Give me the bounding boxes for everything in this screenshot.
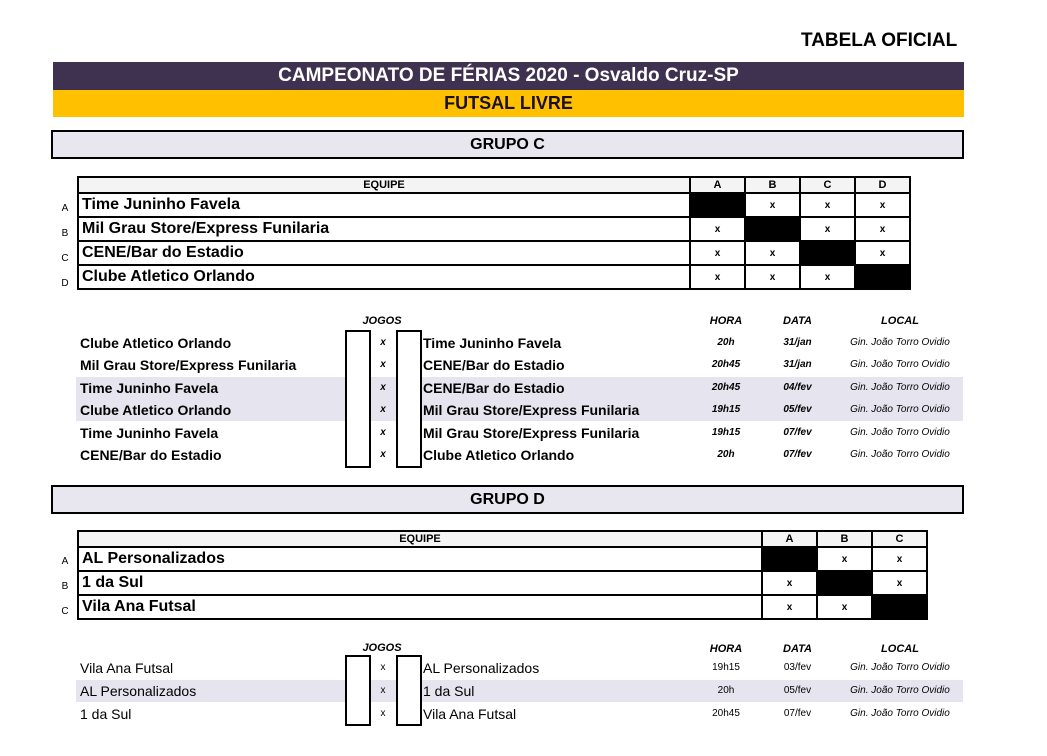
match-time: 19h15	[711, 427, 741, 438]
matchup-cell: x	[817, 547, 872, 571]
match-date: 31/jan	[783, 337, 812, 348]
local-header: LOCAL	[881, 315, 919, 327]
team-name: AL Personalizados	[78, 547, 762, 571]
match-time: 19h15	[711, 404, 741, 415]
home-team: AL Personalizados	[80, 683, 197, 699]
away-team: Vila Ana Futsal	[423, 706, 517, 722]
match-date: 04/fev	[783, 382, 812, 393]
matchup-cell: x	[745, 241, 800, 265]
col-header-d: D	[855, 177, 910, 193]
match-row	[76, 680, 963, 702]
matchup-cell: x	[817, 595, 872, 619]
match-date: 07/fev	[783, 427, 812, 438]
data-header: DATA	[783, 315, 812, 327]
match-date: 07/fev	[783, 708, 812, 719]
data-header: DATA	[783, 643, 812, 655]
col-header-b: B	[745, 177, 800, 193]
matchup-cell: x	[872, 547, 927, 571]
home-team: Mil Grau Store/Express Funilaria	[80, 357, 297, 373]
group-d-title: GRUPO D	[51, 485, 964, 514]
row-letter: C	[61, 606, 69, 617]
home-team: Clube Atletico Orlando	[80, 335, 232, 351]
row-letter: A	[61, 203, 69, 214]
matchup-cell: x	[762, 595, 817, 619]
versus-mark: x	[380, 427, 386, 438]
team-row	[78, 217, 910, 241]
match-venue: Gin. João Torro Ovidio	[850, 337, 950, 348]
away-team: CENE/Bar do Estadio	[423, 357, 565, 373]
self-cell	[855, 265, 910, 289]
away-team: AL Personalizados	[423, 660, 540, 676]
versus-mark: x	[380, 708, 386, 719]
championship-title: CAMPEONATO DE FÉRIAS 2020 - Osvaldo Cruz-SP	[53, 62, 964, 90]
match-row	[76, 422, 963, 444]
match-row	[76, 332, 963, 354]
matchup-cell: x	[800, 265, 855, 289]
match-time: 20h	[717, 685, 735, 696]
versus-mark: x	[380, 449, 386, 460]
col-header-a: A	[690, 177, 745, 193]
home-team: 1 da Sul	[80, 706, 132, 722]
team-row	[78, 193, 910, 217]
away-team: 1 da Sul	[423, 683, 475, 699]
match-row	[76, 377, 963, 399]
official-label: TABELA OFICIAL	[801, 30, 958, 51]
col-header-b: B	[817, 531, 872, 547]
group-c-standings-table	[77, 176, 911, 290]
group-c-header-row	[78, 177, 910, 193]
matchup-cell: x	[690, 265, 745, 289]
self-cell	[762, 547, 817, 571]
home-team: CENE/Bar do Estadio	[80, 447, 222, 463]
team-row	[78, 595, 927, 619]
match-row	[76, 399, 963, 421]
self-cell	[800, 241, 855, 265]
versus-mark: x	[380, 404, 386, 415]
matchup-cell: x	[690, 241, 745, 265]
home-team: Time Juninho Favela	[80, 425, 219, 441]
versus-mark: x	[380, 685, 386, 696]
self-cell	[745, 217, 800, 241]
match-date: 05/fev	[783, 404, 812, 415]
match-venue: Gin. João Torro Ovidio	[850, 662, 950, 673]
team-row	[78, 241, 910, 265]
row-letter: B	[61, 228, 69, 239]
match-date: 31/jan	[783, 359, 812, 370]
home-team: Time Juninho Favela	[80, 380, 219, 396]
matchup-cell: x	[855, 241, 910, 265]
away-team: Mil Grau Store/Express Funilaria	[423, 402, 640, 418]
matchup-cell: x	[690, 217, 745, 241]
match-row	[76, 354, 963, 376]
self-cell	[690, 193, 745, 217]
versus-mark: x	[380, 662, 386, 673]
team-name: Clube Atletico Orlando	[78, 265, 690, 289]
match-date: 05/fev	[783, 685, 812, 696]
matchup-cell: x	[855, 217, 910, 241]
equipe-header: EQUIPE	[78, 177, 690, 193]
jogos-header: JOGOS	[362, 642, 402, 654]
match-venue: Gin. João Torro Ovidio	[850, 359, 950, 370]
match-row	[76, 657, 963, 679]
home-team: Vila Ana Futsal	[80, 660, 174, 676]
team-name: 1 da Sul	[78, 571, 762, 595]
row-letter: D	[61, 278, 69, 289]
row-letter: B	[61, 581, 69, 592]
group-d-header-row	[78, 531, 927, 547]
team-name: CENE/Bar do Estadio	[78, 241, 690, 265]
matchup-cell: x	[872, 571, 927, 595]
equipe-header: EQUIPE	[78, 531, 762, 547]
versus-mark: x	[380, 382, 386, 393]
matchup-cell: x	[855, 193, 910, 217]
match-time: 20h45	[711, 382, 741, 393]
col-header-c: C	[800, 177, 855, 193]
matchup-cell: x	[800, 217, 855, 241]
team-name: Time Juninho Favela	[78, 193, 690, 217]
match-venue: Gin. João Torro Ovidio	[850, 404, 950, 415]
match-venue: Gin. João Torro Ovidio	[850, 449, 950, 460]
home-team: Clube Atletico Orlando	[80, 402, 232, 418]
team-row	[78, 547, 927, 571]
away-score-box[interactable]	[396, 655, 422, 726]
self-cell	[872, 595, 927, 619]
hora-header: HORA	[709, 643, 743, 655]
match-time: 19h15	[712, 662, 740, 673]
matchup-cell: x	[745, 193, 800, 217]
category-subtitle: FUTSAL LIVRE	[53, 90, 964, 117]
match-date: 03/fev	[783, 662, 812, 673]
col-header-c: C	[872, 531, 927, 547]
match-time: 20h	[717, 337, 735, 348]
group-c-title: GRUPO C	[51, 130, 964, 159]
team-name: Mil Grau Store/Express Funilaria	[78, 217, 690, 241]
away-team: Mil Grau Store/Express Funilaria	[423, 425, 640, 441]
home-score-box[interactable]	[345, 330, 371, 468]
team-name: Vila Ana Futsal	[78, 595, 762, 619]
match-row	[76, 444, 963, 466]
away-score-box[interactable]	[396, 330, 422, 468]
matchup-cell: x	[745, 265, 800, 289]
away-team: CENE/Bar do Estadio	[423, 380, 565, 396]
local-header: LOCAL	[881, 643, 919, 655]
row-letter: A	[61, 556, 69, 567]
match-venue: Gin. João Torro Ovidio	[850, 427, 950, 438]
matchup-cell: x	[762, 571, 817, 595]
matchup-cell: x	[800, 193, 855, 217]
group-d-standings-table	[77, 530, 928, 620]
match-venue: Gin. João Torro Ovidio	[850, 708, 950, 719]
versus-mark: x	[380, 337, 386, 348]
row-letter: C	[61, 253, 69, 264]
team-row	[78, 571, 927, 595]
match-venue: Gin. João Torro Ovidio	[850, 382, 950, 393]
col-header-a: A	[762, 531, 817, 547]
match-date: 07/fev	[783, 449, 812, 460]
jogos-header: JOGOS	[362, 315, 402, 327]
team-row	[78, 265, 910, 289]
home-score-box[interactable]	[345, 655, 371, 726]
away-team: Time Juninho Favela	[423, 335, 562, 351]
self-cell	[817, 571, 872, 595]
match-time: 20h45	[711, 359, 741, 370]
hora-header: HORA	[709, 315, 743, 327]
match-time: 20h45	[712, 708, 740, 719]
versus-mark: x	[380, 359, 386, 370]
match-time: 20h	[717, 449, 735, 460]
match-venue: Gin. João Torro Ovidio	[850, 685, 950, 696]
away-team: Clube Atletico Orlando	[423, 447, 575, 463]
match-row	[76, 703, 963, 725]
